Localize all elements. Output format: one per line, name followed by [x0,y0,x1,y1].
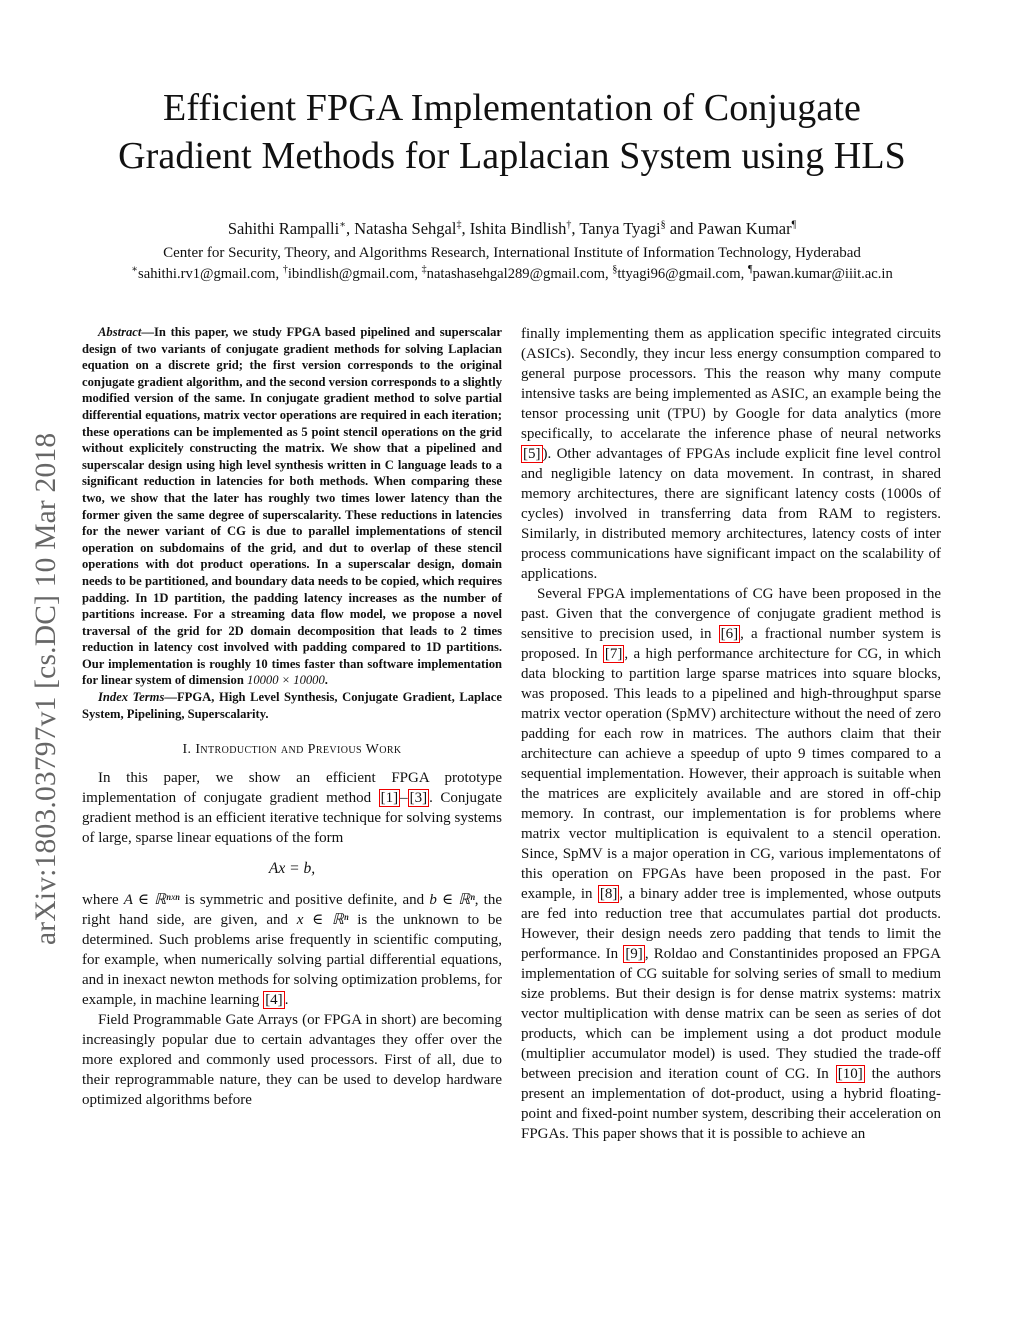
body-text: , a binary adder tree is implemented, whose outputs are fed into reduction tree that accumulates partial dot products. However, their design needs zero padding that tends to limit the performance. In [521,886,941,962]
intro-paragraph-1 [82,768,502,848]
arxiv-identifier: arXiv:1803.03797v1 [cs.DC] 10 Mar 2018 [30,432,62,945]
email-mark: ‡ [421,264,427,276]
author-name: Tanya Tyagi [579,219,661,238]
citation-dash: – [400,790,408,807]
right-paragraph-1 [521,324,941,584]
email-mark: † [282,264,288,276]
body-text: the authors present an implementation of dot-product, using a hybrid floating-point and fixed-point number system, describing their acceleration on FPGAs. This paper shows that it is possible to achieve an [521,1066,942,1142]
intro-text: . [284,992,289,1009]
index-terms-dash: — [164,690,177,705]
author-name: Pawan Kumar [697,219,792,238]
intro-paragraph-2 [82,890,502,1010]
citation-link[interactable]: [10] [837,1066,863,1082]
abstract-dimension: 10000 × 10000 [247,673,325,688]
body-text: ). Other advantages of FPGAs include explicit fine level control and negligible latency on data movement. In contrast, in shared memory architectures, there are significant latency costs (1000s of cycles) involved in transferring data from RAM to registers. Similarly, in distributed memory architectures, latency costs of inter process communications have significant impact on the scalability of applications. [521,446,941,582]
email-address[interactable]: natashasehgal289@gmail.com, [426,266,609,282]
author-list: Sahithi Rampalli∗, Natasha Sehgal‡, Ishita Bindlish†, Tanya Tyagi§ and Pawan Kumar¶ [227,219,797,238]
equation: Ax = b, [268,860,316,878]
citation-link[interactable]: [6] [720,626,739,642]
body-text: Several FPGA implementations of CG have been proposed in the past. Given that the convergence of conjugate gradient method is sensitive to precision used, in [521,586,941,642]
citation-link[interactable]: [9] [625,946,643,962]
body-text: finally implementing them as application specific integrated circuits (ASICs). Secondly, they incur less energy consumption compared to general purpose processors. This the reason why many compute intensive tasks are being implemented as ASIC, an example being the tensor processing unit (TPU) by Google for data analytics (more specifically, to accelarate the inference phase of neural networks [521,326,941,442]
right-column [521,324,941,1144]
intro-text: is the unknown to be determined. Such problems arise frequently in scientific computing, for example, when numerically solving partial differential equations, and in inexact newton methods for solving optimization problems, for example, in machine learning [82,912,503,1009]
section-number: I. [182,742,192,758]
email-mark: ∗ [131,264,139,276]
author-mark: † [566,219,572,231]
email-address[interactable]: ibindlish@gmail.com, [287,266,418,282]
citation-link[interactable]: [7] [604,646,623,662]
math-inline: b ∈ ℝⁿ [429,892,475,909]
abstract-text: In this paper, we study FPGA based pipelined and superscalar design of two variants of conjugate gradient methods for solving Laplacian equation on a discrete grid; the first version corresponds to the original conjugate gradient algorithm, and the second version corresponds to a slightly modified version of the same. In conjugate gradient method to solve partial differential equations, matrix vector operations are required in each iteration; these operations can be implemented as 5 point stencil operations on the grid without explicitely constructing the matrix. We show that a pipelined and superscalar design using high level synthesis written in C language leads to a significant reduction in latencies for both methods. When comparing these two, we show that the later has roughly two times lower latency than the former given the same degree of superscalarity. These reductions in latencies for the newer variant of CG is due to parallel implementations of stencil operation on subdomains of the grid, and dut to overlap of these stencil operations with dot product operations. In a superscalar design, domain needs to be partitioned, and boundary data needs to be copied, which requires padding. In 1D partition, the padding latency increases as the number of partitions increase. For a streaming data flow model, we propose a novel traversal of the grid for 2D domain decomposition that leads to 2 times reduction in latency cost involved with padding compared to 1D partitions. Our implementation is roughly 10 times faster than software implementation for linear system of dimension [82,325,502,688]
index-terms [82,689,502,722]
email-address[interactable]: sahithi.rv1@gmail.com, [138,266,280,282]
author-mark: ‡ [456,219,462,231]
email-address[interactable]: ttyagi96@gmail.com, [617,266,745,282]
email-mark: § [612,264,618,276]
abstract-dash: — [141,325,154,339]
citation-link[interactable]: [5] [523,446,541,462]
author-mark: ¶ [791,219,797,231]
index-terms-label: Index Terms [98,690,165,705]
intro-paragraph-3: Field Programmable Gate Arrays (or FPGA in short) are becoming increasingly popular due to certain advantages they offer over the more explored and commonly used processors. First of all, due to their reprogrammable nature, they can be used to develop hardware optimized algorithms before [82,1012,502,1109]
title-line-2: Gradient Methods for Laplacian System using HLS [118,135,906,177]
email-mark: ¶ [747,264,753,276]
citation-link[interactable]: [3] [409,790,428,807]
author-mark: ∗ [339,219,346,231]
math-inline: A ∈ ℝⁿˣⁿ [123,892,180,909]
affiliation: Center for Security, Theory, and Algorithms Research, International Institute of Information Technology, Hyderabad [163,245,861,261]
citation-link[interactable]: [1] [380,790,399,807]
intro-text: , the right hand side, are given, and [82,892,503,929]
title-line-1: Efficient FPGA Implementation of Conjugate [163,87,861,129]
paper-title [60,84,964,180]
body-text: , Roldao and Constantinides proposed an FPGA implementation of CG suitable for solving series of small to medium size problems. But their design is for dense matrix systems: matrix vector multiplication with dense matrix can be seen as series of dot products, which can be implement using a dot product module (multiplier accumulator model) is used. They studied the trade-off between precision and iteration count of CG. In [521,946,942,1082]
abstract-label: Abstract [98,325,142,339]
author-and: and [669,219,694,238]
abstract [82,324,502,689]
author-mark: § [660,219,666,231]
math-inline: x ∈ ℝⁿ [296,912,349,929]
intro-text: is symmetric and positive definite, and [184,892,425,909]
author-name: Ishita Bindlish [469,219,567,238]
intro-text: . Conjugate gradient method is an efficient iterative technique for solving systems of large, sparse linear equations of the form [82,790,502,847]
abstract-end: . [324,673,328,688]
section-heading [82,742,502,758]
left-column [82,324,502,1110]
body-text: , a fractional number system is proposed. In [521,626,941,662]
body-text: , a high performance architecture for CG, in which data blocking to partition large sparse matrices into square blocks, was proposed. This leads to a pipelined and high-throughput sparse matrix vector operation (SpMV) architecture without the need of zero padding for each row in matrices. The authors claim that their architecture can achieve a speedup of upto 9 times compared to a sequential implementation. However, their approach is suitable when the matrices are explicitely available and are stored in off-chip memory. In contrast, our implementation is for problems where matrix vector multiplication is equivalent to a stencil operation. Since, SpMV is a major operation in CG, various implementatons of this operation on FPGAs have been proposed in the past. For example, in [521,646,941,902]
author-name: Natasha Sehgal [354,219,457,238]
right-paragraph-2 [521,584,941,1144]
section-title: Introduction and Previous Work [195,742,402,758]
citation-link[interactable]: [4] [265,992,283,1009]
email-address[interactable]: pawan.kumar@iiit.ac.in [752,266,893,282]
author-name: Sahithi Rampalli [227,219,340,238]
intro-text: In this paper, we show an efficient FPGA prototype implementation of conjugate gradient method [82,770,502,807]
email-list [30,264,994,285]
index-terms-text: FPGA, High Level Synthesis, Conjugate Gradient, Laplace System, Pipelining, Superscalarity. [82,690,502,721]
citation-link[interactable]: [8] [599,886,618,902]
intro-text: where [82,892,119,909]
